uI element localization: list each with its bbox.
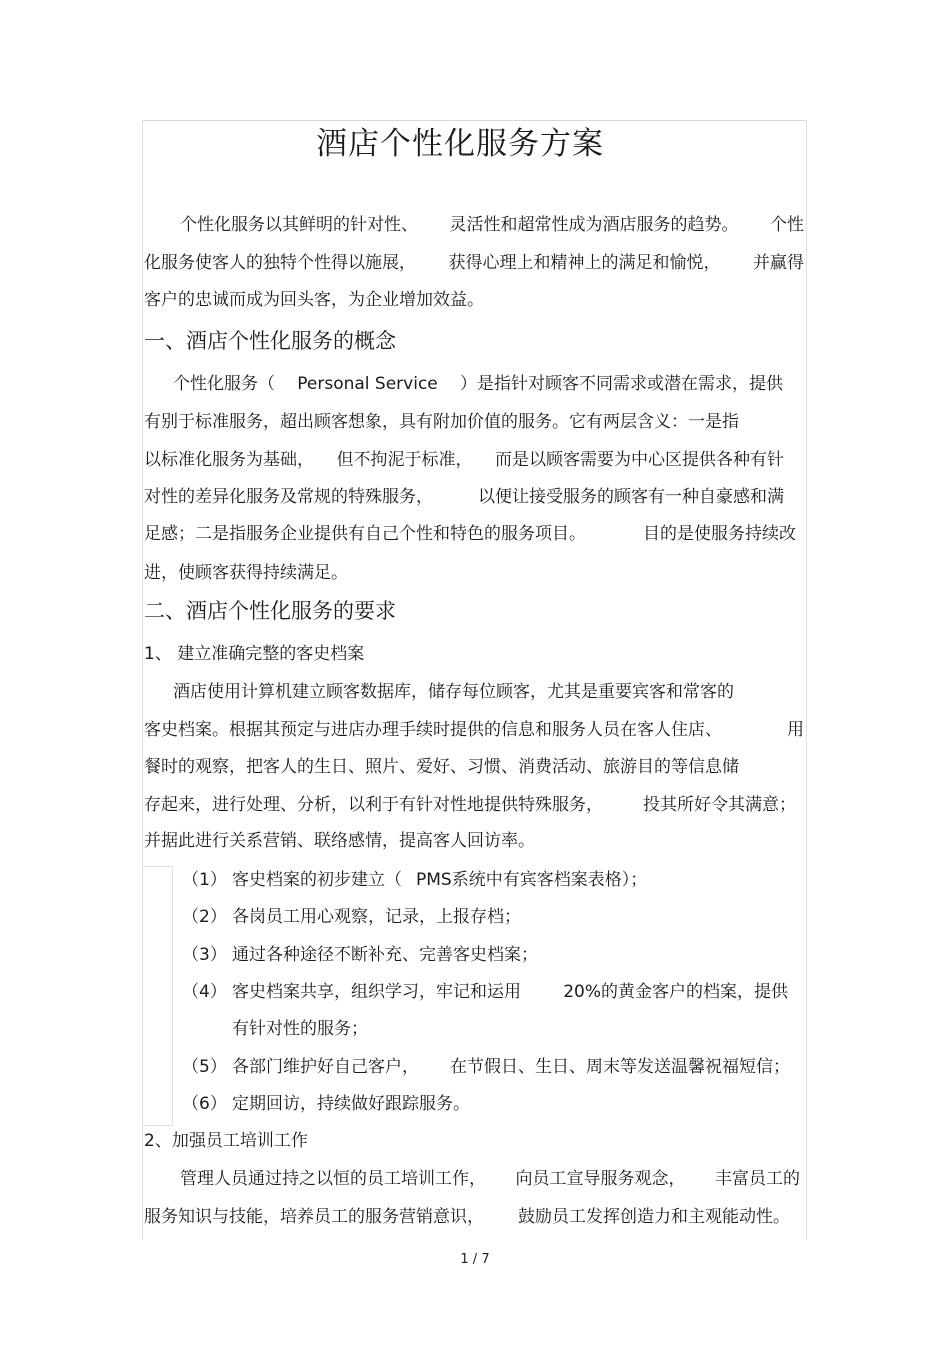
text-segment: 以便让接受服务的顾客有一种自豪感和满	[478, 487, 784, 507]
page-frame-right	[806, 120, 807, 1240]
list-item-4-text	[232, 981, 788, 1003]
text-segment: 并赢得	[753, 253, 804, 273]
text-segment: 投其所好令其满意；	[643, 795, 796, 815]
text-segment: 在节假日、生日、周末等发送温馨祝福短信；	[450, 1057, 790, 1077]
list-item-1-text	[232, 869, 647, 891]
text-segment: 以标准化服务为基础，	[144, 450, 314, 470]
s1-line-2: 有别于标准服务，超出顾客想象，具有附加价值的服务。它有两层含义：一是指	[144, 412, 739, 432]
s2-p1-line-1: 酒店使用计算机建立顾客数据库，储存每位顾客，尤其是重要宾客和常客的	[173, 682, 734, 702]
text-segment: 而是以顾客需要为中心区提供各种有针	[495, 450, 784, 470]
page-frame-top	[142, 120, 807, 121]
text-segment: 客史档案的初步建立（	[232, 870, 402, 890]
list-item-2-text: 各岗员工用心观察，记录，上报存档；	[232, 907, 521, 927]
s1-line-4	[144, 486, 784, 508]
text-segment: 丰富员工的	[715, 1169, 800, 1189]
text-segment: 对性的差异化服务及常规的特殊服务，	[144, 487, 433, 507]
text-segment: 个性	[770, 215, 804, 235]
text-segment	[563, 981, 788, 1003]
list-item-3-number: （3）	[182, 945, 227, 965]
list-item-2-number: （2）	[182, 907, 227, 927]
text-segment: ）是指针对顾客不同需求或潜在需求，提供	[460, 374, 783, 394]
s1-line-5	[144, 523, 796, 545]
section-1-heading: 一、酒店个性化服务的概念	[144, 329, 396, 353]
text-segment: 个性化服务以其鲜明的针对性、	[180, 215, 418, 235]
text-segment: Personal Service	[297, 374, 438, 394]
subsection-2-heading: 2、加强员工培训工作	[144, 1131, 308, 1151]
list-item-1-number: （1）	[182, 870, 227, 890]
text-segment: 鼓励员工发挥创造力和主观能动性。	[518, 1207, 790, 1227]
text-segment: 管理人员通过持之以恒的员工培训工作，	[180, 1169, 486, 1189]
section-2-heading: 二、酒店个性化服务的要求	[144, 599, 396, 623]
text-segment: 服务知识与技能，培养员工的服务营销意识，	[144, 1207, 484, 1227]
intro-line-1	[180, 214, 804, 236]
document-title: 酒店个性化服务方案	[316, 126, 604, 162]
s2-p1-line-5: 并据此进行关系营销、联络感情，提高客人回访率。	[144, 831, 535, 851]
text-segment: 获得心理上和精神上的满足和愉悦，	[448, 253, 721, 273]
text-segment: 客史档案。根据其预定与进店办理手续时提供的信息和服务人员在客人住店、	[144, 720, 722, 740]
list-bracket	[142, 866, 173, 1126]
s1-line-3	[144, 449, 784, 471]
subsection-1-heading: 1、 建立准确完整的客史档案	[144, 644, 365, 664]
list-item-6-text: 定期回访，持续做好跟踪服务。	[232, 1094, 470, 1114]
intro-line-2	[144, 252, 804, 274]
s1-line-6: 进，使顾客获得持续满足。	[144, 563, 348, 583]
s2-p1-line-4	[144, 794, 796, 816]
s2-p1-line-3: 餐时的观察，把客人的生日、照片、爱好、习惯、消费活动、旅游目的等信息储	[144, 757, 739, 777]
text-segment: 的黄金客户的档案，提供	[601, 982, 788, 1002]
text-segment: 存起来，进行处理、分析，以利于有针对性地提供特殊服务，	[144, 795, 603, 815]
s2-p1-line-2	[144, 719, 804, 741]
text-segment: 足感；二是指服务企业提供有自己个性和特色的服务项目。	[144, 524, 586, 544]
text-segment: 各部门维护好自己客户，	[232, 1057, 419, 1077]
page-indicator: 1 / 7	[460, 1252, 490, 1267]
s2-p2-line-2	[144, 1206, 790, 1228]
list-item-3-text: 通过各种途径不断补充、完善客史档案；	[232, 945, 538, 965]
list-item-5-text	[232, 1056, 790, 1078]
text-segment: 目的是使服务持续改	[643, 524, 796, 544]
s1-line-1	[173, 373, 783, 395]
list-item-4-continuation: 有针对性的服务；	[232, 1019, 368, 1039]
text-segment: 客史档案共享，组织学习，牢记和运用	[232, 982, 521, 1002]
text-segment: 灵活性和超常性成为酒店服务的趋势。	[449, 215, 739, 235]
text-segment: 20%	[563, 982, 601, 1002]
list-item-5-number: （5）	[182, 1057, 227, 1077]
list-item-4-number: （4）	[182, 982, 227, 1002]
text-segment: 系统中有宾客档案表格）；	[451, 870, 648, 890]
list-item-6-number: （6）	[182, 1094, 227, 1114]
text-segment: 但不拘泥于标准，	[336, 450, 473, 470]
text-segment: 向员工宣导服务观念，	[515, 1169, 686, 1189]
s2-p2-line-1	[180, 1168, 800, 1190]
intro-line-3: 客户的忠诚而成为回头客，为企业增加效益。	[144, 290, 484, 310]
text-segment: PMS	[416, 870, 452, 890]
text-segment: 化服务使客人的独特个性得以施展，	[144, 253, 416, 273]
text-segment: 用	[787, 720, 804, 740]
text-segment: 个性化服务（	[173, 374, 275, 394]
